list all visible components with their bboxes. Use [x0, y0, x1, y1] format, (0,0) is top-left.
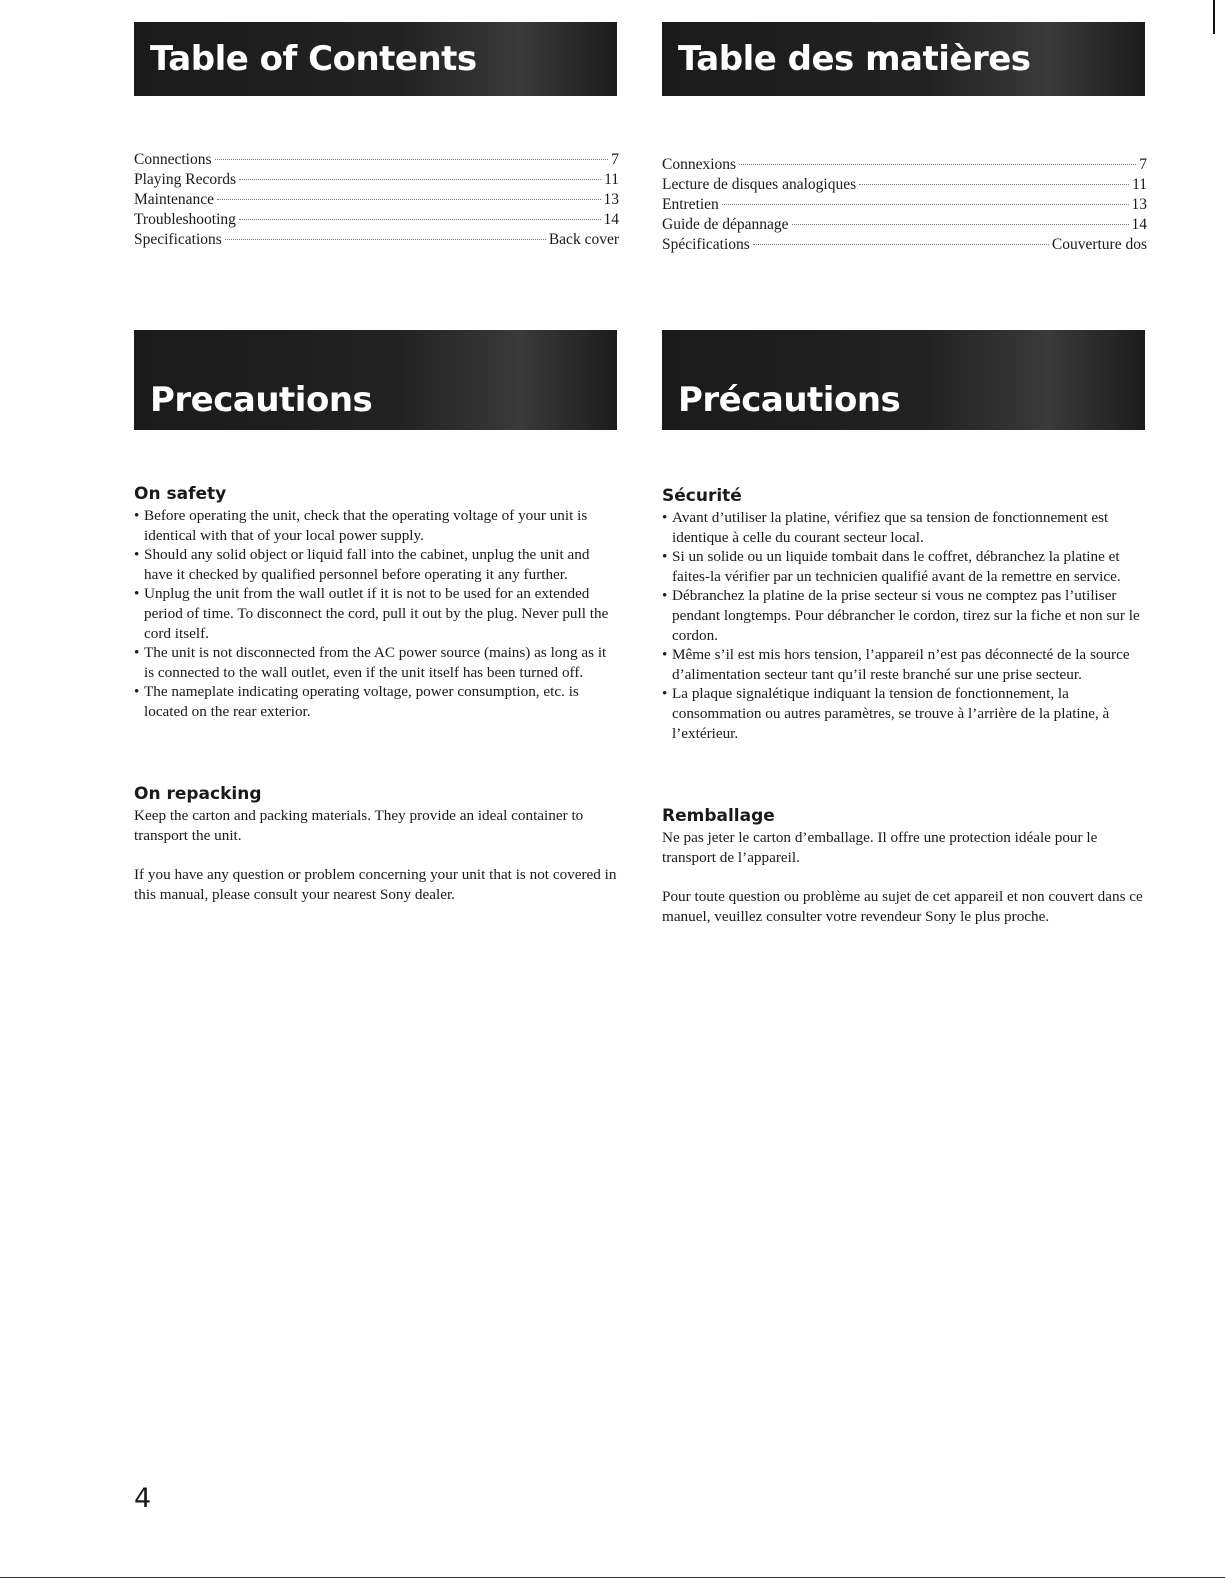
toc-label: Spécifications — [662, 236, 750, 253]
toc-row[interactable] — [662, 175, 1147, 195]
list-item: • The nameplate indicating operating voltage, power consumption, etc. is located on the rear exterior. — [134, 682, 619, 721]
edge-mark — [1213, 0, 1215, 34]
toc-label: Playing Records — [134, 171, 237, 188]
toc-label: Lecture de disques analogiques — [662, 176, 857, 193]
toc-leader — [792, 224, 1129, 225]
toc-list-fr — [662, 155, 1147, 255]
repacking-text-en: Keep the carton and packing materials. They provide an ideal container to transport the unit. — [134, 807, 584, 844]
toc-label: Troubleshooting — [134, 211, 236, 228]
precautions-title-en: Precautions — [134, 330, 617, 430]
toc-leader — [859, 184, 1129, 185]
toc-leader — [722, 204, 1129, 205]
toc-row[interactable] — [134, 230, 619, 250]
toc-page: 7 — [1139, 156, 1147, 173]
precautions-title-fr: Précautions — [662, 330, 1145, 430]
contact-text-en: If you have any question or problem concerning your unit that is not covered in this manual, please consult your nearest Sony dealer. — [134, 866, 617, 903]
list-item: • Même s’il est mis hors tension, l’appareil n’est pas déconnecté de la source d’alimentation secteur tant qu’il reste branché sur une prise secteur. — [662, 645, 1147, 684]
toc-page: Back cover — [548, 231, 619, 248]
safety-list-en — [134, 506, 619, 722]
repacking-section-en — [134, 784, 619, 904]
repacking-section-fr — [662, 806, 1147, 926]
safety-section-en — [134, 484, 619, 722]
toc-row[interactable] — [134, 210, 619, 230]
toc-list-en — [134, 150, 619, 250]
contact-text-fr: Pour toute question ou problème au sujet de cet appareil et non couvert dans ce manuel, veuillez consulter votre revendeur Sony le plus proche. — [662, 888, 1143, 925]
repacking-text-fr: Ne pas jeter le carton d’emballage. Il offre une protection idéale pour le transport de l’appareil. — [662, 829, 1098, 866]
toc-leader — [753, 244, 1049, 245]
toc-page: 7 — [611, 151, 619, 168]
list-item: • Débranchez la platine de la prise secteur si vous ne comptez pas l’utiliser pendant longtemps. Pour débrancher le cordon, tirez sur la fiche et non sur le cordon. — [662, 586, 1147, 645]
list-item: • Should any solid object or liquid fall into the cabinet, unplug the unit and have it checked by qualified personnel before operating it any further. — [134, 545, 619, 584]
toc-label: Guide de dépannage — [662, 216, 789, 233]
toc-label: Connexions — [662, 156, 737, 173]
toc-page: 13 — [1131, 196, 1147, 213]
list-item: • Avant d’utiliser la platine, vérifiez que sa tension de fonctionnement est identique à celle du courant secteur local. — [662, 508, 1147, 547]
toc-page: 14 — [1131, 216, 1147, 233]
toc-leader — [215, 159, 609, 160]
list-item: • La plaque signalétique indiquant la tension de fonctionnement, la consommation ou autres paramètres, se trouve à l’arrière de la platine, à l’extérieur. — [662, 684, 1147, 743]
toc-leader — [225, 239, 546, 240]
bottom-edge-line — [0, 1577, 1225, 1578]
safety-list-fr — [662, 508, 1147, 743]
toc-page: Couverture dos — [1051, 236, 1147, 253]
list-item: • Before operating the unit, check that the operating voltage of your unit is identical with that of your local power supply. — [134, 506, 619, 545]
toc-page: 13 — [603, 191, 619, 208]
toc-leader — [239, 219, 601, 220]
list-item: • The unit is not disconnected from the AC power source (mains) as long as it is connected to the wall outlet, even if the unit itself has been turned off. — [134, 643, 619, 682]
toc-label: Connections — [134, 151, 212, 168]
page-number: 4 — [134, 1483, 152, 1514]
toc-page: 11 — [604, 171, 619, 188]
toc-label: Specifications — [134, 231, 222, 248]
toc-row[interactable] — [134, 150, 619, 170]
toc-title-en: Table of Contents — [134, 22, 617, 96]
toc-label: Entretien — [662, 196, 719, 213]
toc-row[interactable] — [134, 190, 619, 210]
list-item: • Si un solide ou un liquide tombait dans le coffret, débranchez la platine et faites-la vérifier par un technicien qualifié avant de la remettre en service. — [662, 547, 1147, 586]
toc-title-fr: Table des matières — [662, 22, 1145, 96]
toc-page: 11 — [1132, 176, 1147, 193]
toc-page: 14 — [603, 211, 619, 228]
toc-row[interactable] — [662, 155, 1147, 175]
toc-row[interactable] — [662, 235, 1147, 255]
toc-leader — [739, 164, 1136, 165]
toc-row[interactable] — [134, 170, 619, 190]
list-item: • Unplug the unit from the wall outlet if it is not to be used for an extended period of time. To disconnect the cord, pull it out by the plug. Never pull the cord itself. — [134, 584, 619, 643]
safety-section-fr — [662, 486, 1147, 743]
toc-label: Maintenance — [134, 191, 215, 208]
toc-row[interactable] — [662, 195, 1147, 215]
repacking-heading-en: On repacking — [134, 784, 262, 804]
safety-heading-fr: Sécurité — [662, 486, 742, 506]
safety-heading-en: On safety — [134, 484, 227, 504]
toc-leader — [239, 179, 601, 180]
toc-leader — [217, 199, 600, 200]
toc-row[interactable] — [662, 215, 1147, 235]
repacking-heading-fr: Remballage — [662, 806, 775, 826]
